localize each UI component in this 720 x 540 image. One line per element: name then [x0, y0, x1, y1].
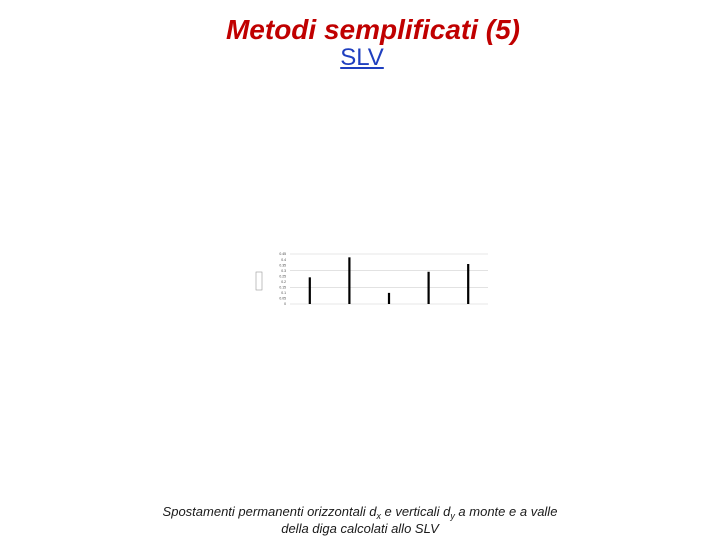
slide-caption — [120, 503, 600, 537]
caption-line-1 — [120, 503, 600, 520]
y-tick-labels — [279, 252, 286, 306]
y-tick-label: 0.4 — [281, 257, 286, 262]
displacement-chart-svg — [252, 246, 492, 318]
chart-bar — [309, 277, 311, 304]
chart-bar — [348, 257, 350, 304]
slide-subtitle: SLV — [340, 44, 384, 71]
y-tick-label: 0.35 — [279, 263, 286, 268]
displacement-chart — [252, 246, 492, 318]
y-tick-label: 0.3 — [281, 268, 286, 273]
dy-subscript: y — [450, 511, 455, 521]
chart-bar — [428, 272, 430, 304]
chart-bar — [467, 264, 469, 304]
chart-bars — [309, 257, 470, 304]
caption-text-middle: e verticali d — [380, 504, 451, 519]
y-tick-label: 0.45 — [279, 252, 286, 257]
dx-subscript: x — [376, 511, 381, 521]
y-tick-label: 0.25 — [279, 274, 286, 279]
y-axis-label-box — [256, 272, 262, 290]
chart-bar — [388, 293, 390, 304]
y-tick-label: 0 — [284, 302, 286, 307]
y-tick-label: 0.05 — [279, 296, 286, 301]
caption-text-end: a monte e a valle — [454, 504, 558, 519]
y-tick-label: 0.15 — [279, 285, 286, 290]
caption-text-start: Spostamenti permanenti orizzontali d — [162, 504, 377, 519]
caption-line-2: della diga calcolati allo SLV — [281, 521, 439, 536]
y-tick-label: 0.2 — [281, 279, 286, 284]
y-tick-label: 0.1 — [281, 291, 286, 296]
slide-title: Metodi semplificati (5) — [225, 14, 521, 45]
